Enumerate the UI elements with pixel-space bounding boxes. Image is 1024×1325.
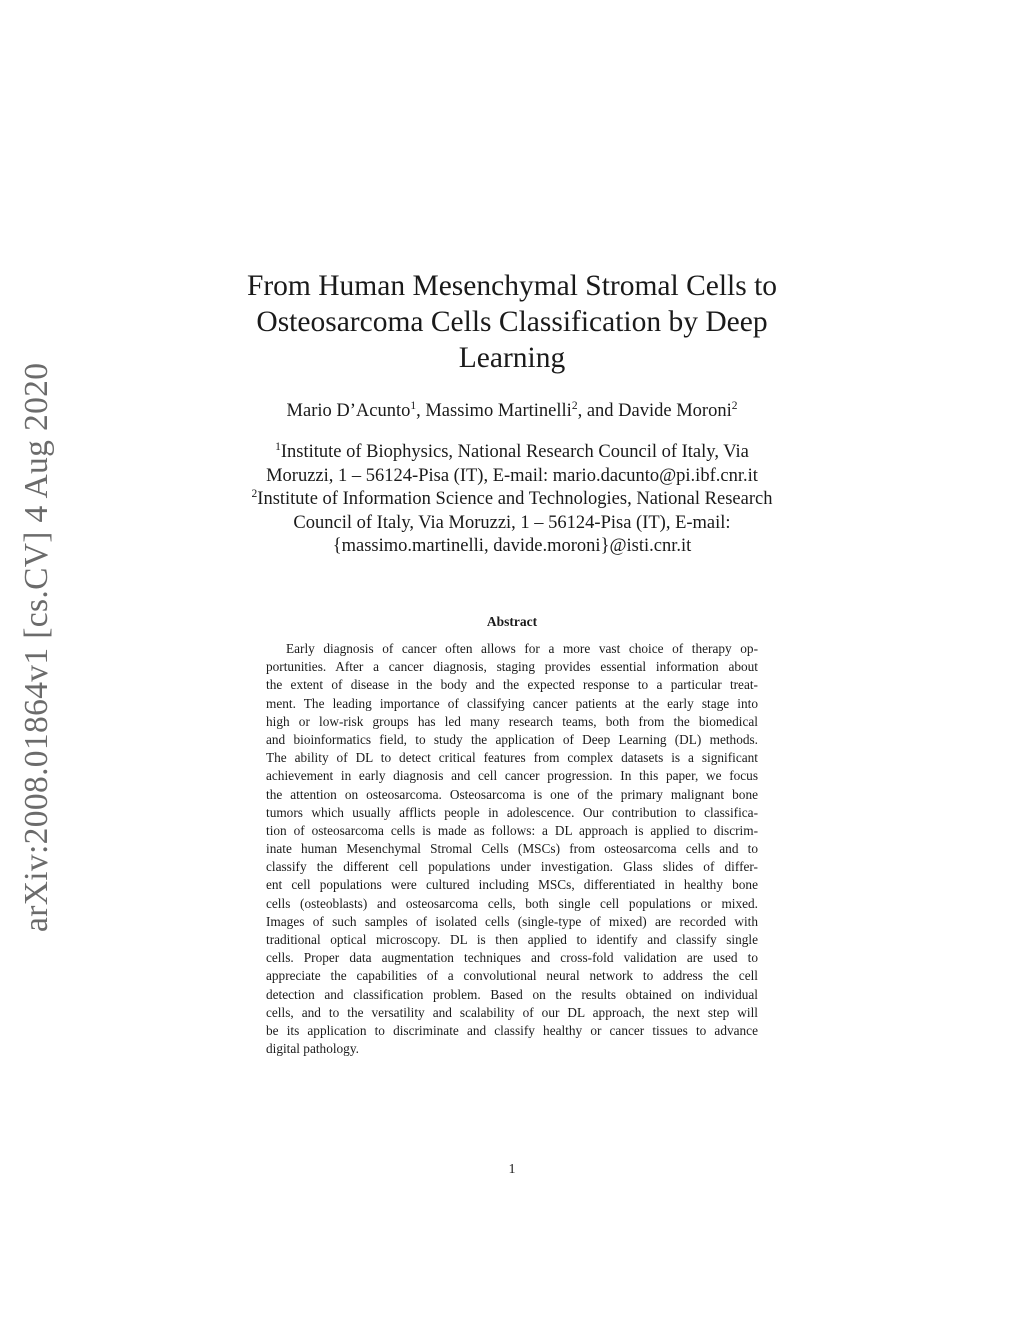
author-name: Massimo Martinelli: [425, 401, 572, 421]
arxiv-identifier-stamp: arXiv:2008.01864v1 [cs.CV] 4 Aug 2020: [18, 362, 55, 932]
abstract-line: ent cell populations were cultured including MSCs, differentiated in healthy bone: [266, 877, 758, 893]
abstract-line: achievement in early diagnosis and cell cancer progression. In this paper, we focus: [266, 768, 758, 784]
abstract-line: traditional optical microscopy. DL is then applied to identify and classify single: [266, 932, 758, 947]
affiliation-text: Institute of Biophysics, National Research Council of Italy, Via: [280, 442, 749, 462]
abstract-line: The ability of DL to detect critical features from complex datasets is a significant: [266, 750, 758, 766]
abstract-line: inate human Mesenchymal Stromal Cells (MSCs) from osteosarcoma cells and to: [266, 841, 758, 857]
abstract-line: the attention on osteosarcoma. Osteosarcoma is one of the primary malignant bone: [266, 786, 758, 802]
abstract-heading: Abstract: [486, 614, 538, 629]
abstract-line: classify the different cell populations under investigation. Glass slides of differ-: [266, 859, 758, 875]
abstract-line: cells, and to the versatility and scalability of our DL approach, the next step will: [266, 1004, 758, 1020]
title-line: From Human Mesenchymal Stromal Cells to: [246, 270, 778, 302]
affiliation-marker: 2: [251, 487, 258, 500]
affiliation-line: [200, 488, 824, 512]
abstract-line: be its application to discriminate and classify healthy or cancer tissues to advance: [266, 1022, 758, 1038]
author-name: Davide Moroni: [618, 401, 732, 421]
affiliation-line: Council of Italy, Via Moruzzi, 1 – 56124-Pisa (IT), E-mail:: [293, 512, 731, 533]
author-separator: , and: [577, 401, 619, 421]
abstract-line: cells. Proper data augmentation techniques and cross-fold validation are used to: [266, 950, 758, 966]
abstract-line: and bioinformatics field, to study the application of Deep Learning (DL) methods.: [266, 731, 758, 747]
abstract-line: ment. The leading importance of classifying cancer patients at the early stage into: [266, 695, 758, 711]
affiliation-line: [200, 441, 824, 465]
abstract-line: detection and classification problem. Based on the results obtained on individual: [266, 986, 758, 1002]
affiliation-line: Moruzzi, 1 – 56124-Pisa (IT), E-mail: mario.dacunto@pi.ibf.cnr.it: [266, 465, 758, 486]
abstract-line: tion of osteosarcoma cells is made as follows: a DL approach is applied to discrim-: [266, 822, 758, 838]
title-line: Osteosarcoma Cells Classification by Deep: [256, 306, 768, 338]
abstract-line: portunities. After a cancer diagnosis, staging provides essential information about: [266, 659, 758, 675]
title-line: Learning: [458, 342, 566, 374]
affiliation-marker: 1: [275, 440, 281, 453]
abstract-line: Images of such samples of isolated cells (single-type of mixed) are recorded with: [266, 913, 758, 929]
affiliation-line: {massimo.martinelli, davide.moroni}@isti.cnr.it: [332, 536, 692, 556]
abstract-line: Early diagnosis of cancer often allows for a more vast choice of therapy op-: [286, 641, 758, 656]
abstract-line: high or low-risk groups has led many research teams, both from the biomedical: [266, 713, 758, 729]
author-list: [200, 400, 824, 422]
author-affiliation-marker: 2: [571, 399, 578, 412]
author-name: Mario D’Acunto: [286, 401, 411, 421]
page-number: 1: [508, 1162, 516, 1177]
abstract-line: appreciate the capabilities of a convolutional neural network to address the cell: [266, 968, 758, 984]
abstract-body: [266, 640, 758, 1058]
affiliations: [200, 441, 824, 559]
abstract-line: cells (osteoblasts) and osteosarcoma cells, both single cell populations or mixed.: [266, 895, 758, 911]
author-affiliation-marker: 2: [731, 399, 738, 412]
abstract-line: tumors which usually afflicts people in adolescence. Our contribution to classifica-: [266, 804, 758, 820]
author-affiliation-marker: 1: [410, 399, 417, 412]
paper-title: [220, 268, 804, 376]
abstract-line: digital pathology.: [266, 1041, 359, 1057]
affiliation-text: Institute of Information Science and Technologies, National Research: [257, 489, 773, 509]
abstract-line: the extent of disease in the body and the expected response to a particular treat-: [266, 677, 758, 693]
author-separator: ,: [416, 401, 426, 421]
